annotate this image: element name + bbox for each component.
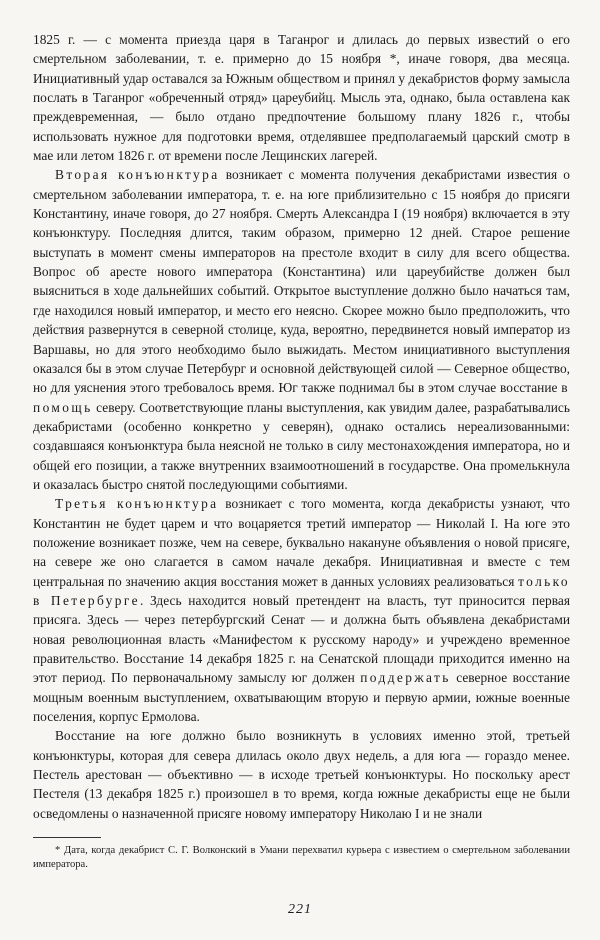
paragraph-4 (33, 726, 570, 823)
page-number: 221 (288, 902, 312, 917)
paragraph-1-text: 1825 г. — с момента приезда царя в Таганрог и длилась до первых известий о его смертельном заболевании, т. е. примерно до 15 ноября *, иначе говоря, два месяца. Инициативный удар оставался за Южным обществом и принял у декабристов форму замысла послать в Таганрог «обреченный отряд» цареубийц. Мысль эта, однако, была оставлена как преждевременная, — было отдано предпочтение большому плану 1826 г., чтобы использовать нужное для подготовки время, отделявшее предполагаемый царский смотр в мае или летом 1826 г. от времени после Лещинских лагерей. (33, 32, 570, 164)
body-text (33, 30, 570, 823)
paragraph-3-text-b: . Здесь находится новый претендент на власть, тут приносится первая присяга. Здесь — через петербургский Сенат — и должна быть объявлена декабристами новая революционная власть «Манифестом к русскому народу» и учреждено временное правительство. Восстание 14 декабря 1825 г. на Сенатской площади приходится именно на этот период. По первоначальному замыслу юг должен (33, 592, 571, 686)
paragraph-3 (33, 494, 570, 726)
footnote-divider (33, 837, 101, 838)
paragraph-2 (33, 165, 570, 494)
footnote: * Дата, когда декабрист С. Г. Волконский в Умани перехватил курьера с известием о смертельном заболевании императора. (33, 845, 570, 871)
paragraph-2-text-b: северу. Соответствующие планы выступления, как увидим далее, разрабатывались декабристами (особенно конкретно у северян), однако остались нереализованными: создавшаяся конъюнктура была неясной не только в силу местонахождения императора, но и общей его позиции, а также внутренних взаимоотношений в государстве. Она промелькнула и оказалась быстро снятой последующими событиями. (33, 399, 570, 492)
term-second-conjuncture: Вторая конъюнктура (55, 167, 220, 183)
term-support: поддержать (360, 670, 451, 686)
paragraph-3-text-a: возникает с того момента, когда декабристы узнают, что Константин не будет царем и что воцаряется третий император — Николай I. На юге это положение возникает позже, чем на севере, буквально накануне объявления о новой присяге, на севере же оно слагается в самом начале декабря. Инициативная и вместе с тем центральная по значению акция восстания может в данных условиях реализоваться (33, 496, 570, 589)
paragraph-1 (33, 30, 570, 165)
term-third-conjuncture: Третья конъюнктура (55, 496, 219, 512)
term-in-help: в помощь (33, 380, 570, 415)
paragraph-3-text-c: северное восстание мощным военным выступлением, охватывающим вторую и первую армии, южные военные поселения, корпус Ермолова. (33, 670, 570, 725)
paragraph-2-text-a: возникает с момента получения декабристами известия о смертельном заболевании императора, т. е. на юге приблизительно с 15 ноября до присяги Константину, иначе говоря, до 27 ноября. Смерть Александра I (19 ноября) включается в эту конъюнктуру. Последняя длится, таким образом, примерно 12 дней. Старое решение выступать в момент смены императоров на престоле входит в силу для всего общества. Вопрос об аресте нового императора (Константина) или цареубийстве должен был выясниться в ходе дальнейших событий. Открытое выступление должно было начаться там, где находился новый император, и место его неясно. Скорее можно было предположить, что действия развернутся в северной столице, куда, вероятно, передвинется новый император из Варшавы, но для этого необходимо было выжидать. Местом инициативного выступления оказался бы в этом случае Петербург и основной действующей силой — Северное общество, но для уяснения этого требовалось время. Юг также поднимал бы в этом случае восстание (33, 167, 570, 396)
paragraph-4-text: Восстание на юге должно было возникнуть в условиях именно этой, третьей конъюнктуры, которая для севера длилась около двух недель, а для юга — гораздо менее. Пестель арестован — объективно — в исходе третьей конъюнктуры. Но поскольку арест Пестеля (13 декабря 1825 г.) произошел в то время, когда южные декабристы еще не были осведомлены о назначенной присяге новому императору Николаю I и не знали (33, 728, 570, 821)
term-only-in-petersburg: только в Петербурге (33, 573, 570, 608)
